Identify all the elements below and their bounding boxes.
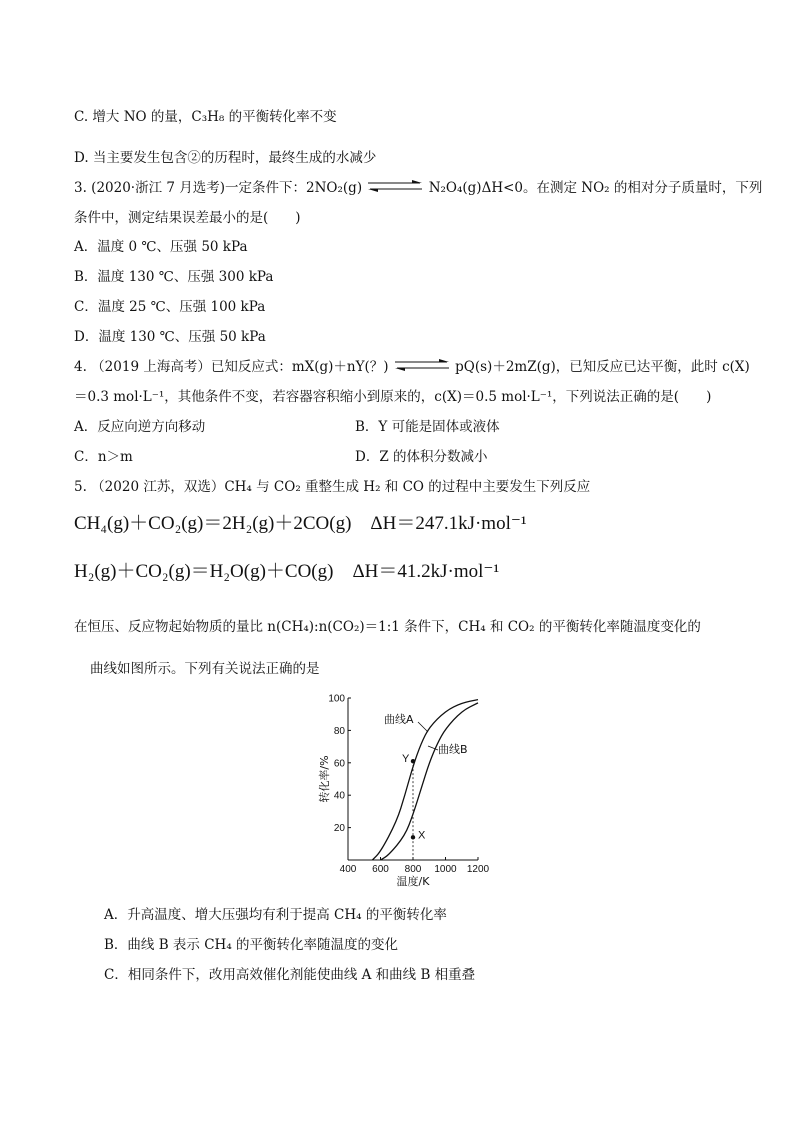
y-tick-label: 80	[333, 725, 345, 737]
q5-stem: 5. （2020 江苏，双选）CH₄ 与 CO₂ 重整生成 H₂ 和 CO 的过程中主要发生下列反应	[74, 479, 591, 495]
series-label-b: 曲线B	[438, 743, 468, 756]
y-tick-label: 60	[333, 758, 345, 770]
x-tick-label: 1000	[434, 864, 457, 875]
q3-stem-prefix: 3. (2020·浙江 7 月选考)一定条件下：2NO₂(g)	[74, 180, 363, 196]
q5-condition-line2: 曲线如图所示。下列有关说法正确的是	[90, 661, 320, 677]
q4-option-c: C．n＞m	[74, 449, 133, 465]
q4-stem-line2: ＝0.3 mol·L⁻¹，其他条件不变，若容器容积缩小到原来的，c(X)＝0.5 mol·L⁻¹，下列说法正确的是( )	[74, 389, 712, 405]
x-tick-label: 600	[372, 864, 389, 875]
q4-stem-suffix: pQ(s)＋2mZ(g)，已知反应已达平衡，此时 c(X)	[455, 359, 750, 375]
y-axis-label: 转化率/%	[318, 755, 331, 803]
q2-option-d: D. 当主要发生包含②的历程时，最终生成的水减少	[74, 150, 377, 166]
q5-equation-1: CH₄(g)＋CO₂(g)＝2H₂(g)＋2CO(g) ΔH＝247.1kJ·mol⁻¹	[74, 513, 527, 534]
point-label-y: Y	[402, 753, 410, 766]
series-line-b	[381, 703, 479, 860]
q5-equation-2: H₂(g)＋CO₂(g)＝H₂O(g)＋CO(g) ΔH＝41.2kJ·mol⁻¹	[74, 561, 500, 582]
point-y	[411, 759, 415, 763]
x-axis-label: 温度/K	[396, 875, 430, 888]
x-tick-label: 800	[404, 864, 422, 875]
q3-option-c: C．温度 25 ℃、压强 100 kPa	[74, 299, 266, 315]
point-x	[411, 835, 415, 839]
q3-stem	[74, 178, 762, 199]
conversion-chart	[320, 688, 490, 892]
q4-stem-prefix: 4. （2019 上海高考）已知反应式：mX(g)＋nY(？)	[74, 359, 389, 375]
conversion-chart-svg	[320, 688, 490, 888]
q5-option-a: A．升高温度、增大压强均有利于提高 CH₄ 的平衡转化率	[104, 907, 447, 923]
q2-option-c: C. 增大 NO 的量，C₃H₈ 的平衡转化率不变	[74, 109, 337, 125]
q5-option-c: C．相同条件下，改用高效催化剂能使曲线 A 和曲线 B 相重叠	[104, 967, 476, 983]
q4-option-d: D．Z 的体积分数减小	[355, 449, 488, 465]
equilibrium-arrow-icon	[366, 179, 424, 199]
q5-option-b: B．曲线 B 表示 CH₄ 的平衡转化率随温度的变化	[104, 937, 399, 953]
point-label-x: X	[418, 829, 426, 842]
series-label-a: 曲线A	[384, 713, 414, 726]
q3-stem-line2: 条件中，测定结果误差最小的是( )	[74, 210, 301, 226]
q3-option-a: A．温度 0 ℃、压强 50 kPa	[74, 239, 248, 255]
x-tick-label: 1200	[466, 864, 490, 875]
q3-option-d: D．温度 130 ℃、压强 50 kPa	[74, 329, 266, 345]
y-tick-label: 20	[333, 823, 345, 835]
q5-condition-line: 在恒压、反应物起始物质的量比 n(CH₄):n(CO₂)＝1:1 条件下，CH₄ 和 CO₂ 的平衡转化率随温度变化的	[74, 619, 701, 635]
x-tick-label: 400	[339, 864, 357, 875]
q4-option-b: B．Y 可能是固体或液体	[355, 419, 500, 435]
equilibrium-arrow-icon	[393, 358, 451, 378]
q3-option-b: B．温度 130 ℃、压强 300 kPa	[74, 269, 274, 285]
q3-stem-suffix: N₂O₄(g)ΔH<0。在测定 NO₂ 的相对分子质量时，下列	[428, 180, 763, 196]
q4-option-a: A．反应向逆方向移动	[74, 419, 206, 435]
q4-stem	[74, 357, 750, 378]
series-leader-a	[418, 722, 428, 732]
y-tick-label: 40	[333, 790, 345, 802]
y-tick-label: 100	[328, 693, 345, 705]
